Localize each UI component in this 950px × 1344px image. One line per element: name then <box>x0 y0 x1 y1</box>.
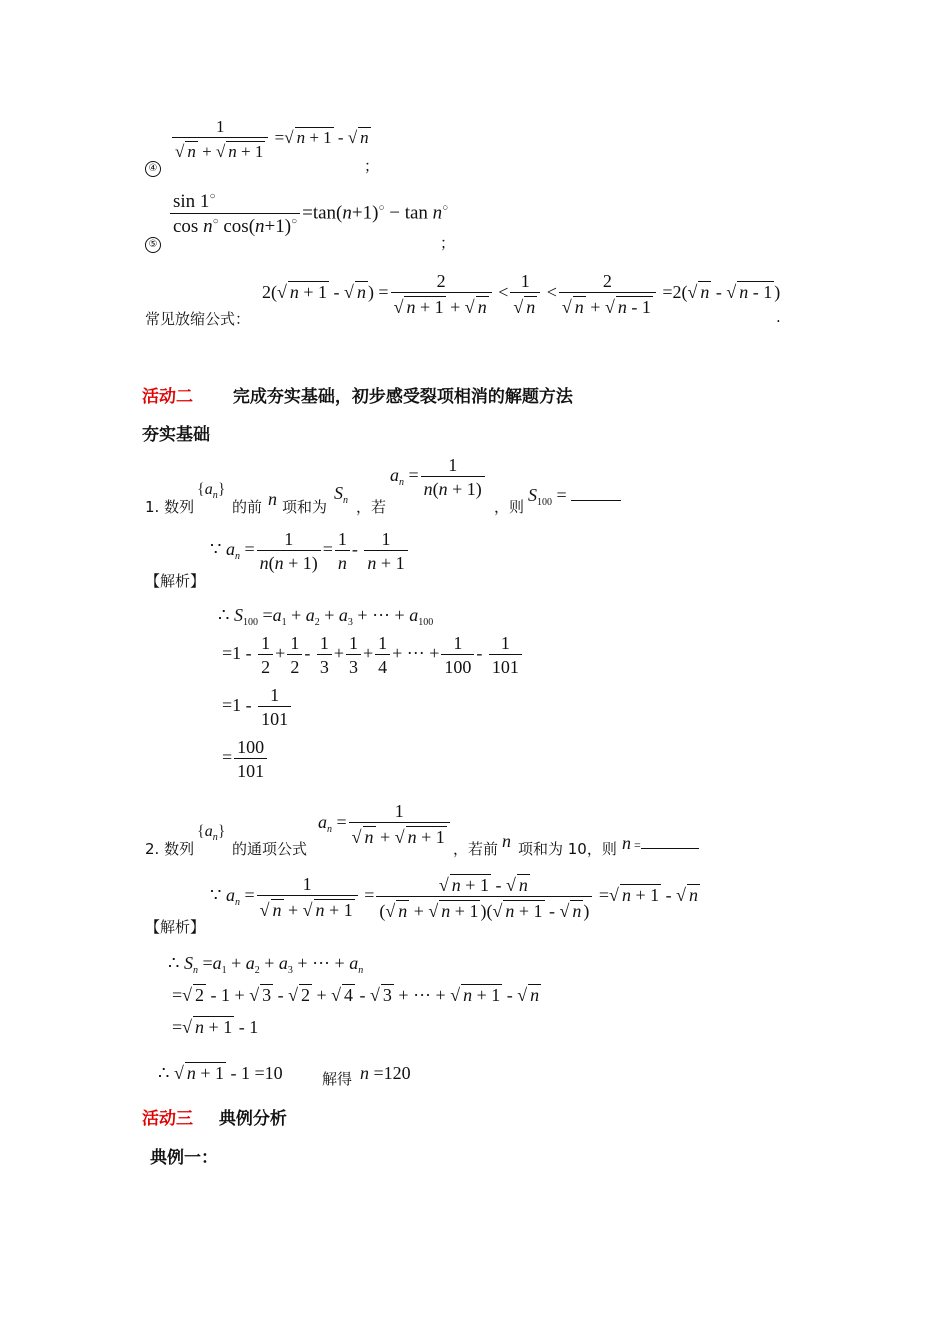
problem1-text-c: ，若 <box>356 498 387 516</box>
problem2-step-3: =√ 2 - 1 + √ 3 - √ 2 + √ 4 - √ 3 + ··· + √ n + 1 - √ n <box>172 985 540 1005</box>
problem1-Sn: $S_n$ <box>334 483 348 506</box>
problem2-step-5: ∴ √ n + 1 - 1 =10 <box>158 1063 283 1083</box>
problem1-an-def: $a_n$ = $\frac{1}{n(n + 1)}$ <box>390 456 487 498</box>
problem2-solve-result: n =120 <box>360 1063 411 1083</box>
problem1-text-a: 的前 <box>232 498 263 516</box>
formula-5: $\frac{\sin 1^○}{\cos n^○ \cos(n+1)^○}$ =tan(n+1)○ − tan n○ <box>168 192 448 236</box>
problem1-seq: $\{a_n\}$ <box>197 481 226 501</box>
problem1-prefix: 1. 数列 <box>145 498 195 516</box>
problem2-step-1: ∵ $a_n$ = $\frac{1}{√ n + √ n + 1}$ = $\frac{√ n + 1 - √ n}{(√ n + √ n + 1 )(√ n + 1 - √ n )}$ =√ n + 1 - √ n <box>210 874 698 921</box>
problem2-solve-label: 解得 <box>322 1070 353 1088</box>
problem2-an-def: $a_n$ = $\frac{1}{√ n + √ n + 1}$ <box>318 802 452 846</box>
problem1-analysis-label: 【解析】 <box>145 572 206 590</box>
problem2-answer-blank: n = <box>622 834 699 852</box>
activity3-label: 活动三 <box>142 1109 193 1129</box>
activity2-subheading: 夯实基础 <box>142 425 210 445</box>
formula-4: $\frac{1}{√ n + √ n + 1}$ =√ n + 1 - √ n <box>170 118 371 160</box>
activity3-heading <box>142 1104 287 1129</box>
problem2-step-2: ∴ $S_n =a_1 + a_2 + a_3$ + ··· + $a_n$ <box>168 953 364 976</box>
problem1-step-3: =1 - $\frac{1}{2}$ + $\frac{1}{2}$ - $\frac{1}{3}$ + $\frac{1}{3}$ + $\frac{1}{4}$ + ··· + $\frac{1}{100}$ - $\frac{1}{101}$ <box>222 634 524 676</box>
problem1-step-1: ∵ $a_n$ = $\frac{1}{n(n + 1)}$ = $\frac{1}{n}$ - $\frac{1}{n + 1}$ <box>210 530 410 572</box>
activity2-label: 活动二 <box>142 387 193 407</box>
common-formula-period: . <box>776 308 781 326</box>
problem2-prefix: 2. 数列 <box>145 840 195 858</box>
problem2-n: n <box>502 831 511 851</box>
item5-semicolon: ； <box>440 234 456 252</box>
problem2-step-4: =√ n + 1 - 1 <box>172 1017 259 1037</box>
activity3-title: 典例分析 <box>218 1109 287 1129</box>
problem1-n: n <box>268 489 277 509</box>
problem2-text-c: 项和为 10，则 <box>518 840 617 858</box>
problem2-seq: $\{a_n\}$ <box>197 823 226 843</box>
item4-semicolon: ； <box>364 157 380 175</box>
activity2-title: 完成夯实基础，初步感受裂项相消的解题方法 <box>232 387 573 407</box>
problem1-S100: $S_{100}$ = <box>528 486 621 508</box>
problem1-step-5: = $\frac{100}{101}$ <box>222 738 269 780</box>
problem1-step-2: ∴ $S_{100} =a_1 + a_2 + a_3$ + ··· + $a_{100}$ <box>218 605 434 628</box>
problem1-step-4: =1 - $\frac{1}{101}$ <box>222 686 293 728</box>
example-one-label: 典例一： <box>150 1148 218 1168</box>
common-formula: 2(√ n + 1 - √ n ) = $\frac{2}{√ n + 1 + √ n}$ < $\frac{1}{√ n}$ < $\frac{2}{√ n + √ n - 1}$ =2(√ n - √ n - 1 ) <box>262 271 781 317</box>
item4-marker: ④ <box>145 156 161 177</box>
activity2-heading <box>142 382 573 407</box>
item5-marker: ⑤ <box>145 232 161 253</box>
problem2-text-a: 的通项公式 <box>232 840 308 858</box>
problem1-text-d: ，则 <box>494 498 525 516</box>
common-formula-label: 常见放缩公式： <box>145 310 251 328</box>
problem1-text-b: 项和为 <box>282 498 328 516</box>
problem2-analysis-label: 【解析】 <box>145 918 206 936</box>
problem2-text-b: ，若前 <box>453 840 499 858</box>
